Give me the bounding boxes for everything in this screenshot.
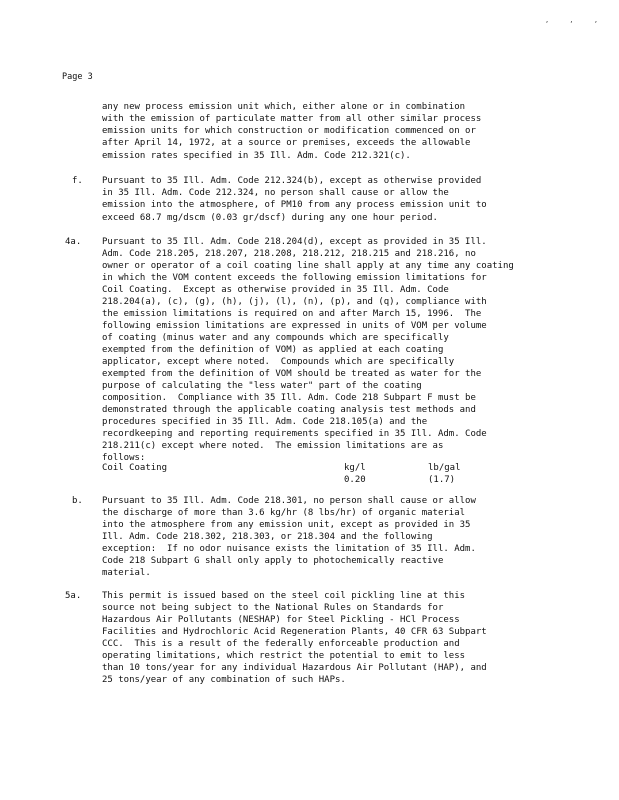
text-line: the discharge of more than 3.6 kg/hr (8 lbs/hr) of organic material — [102, 508, 466, 518]
text-line: than 10 tons/year for any individual Hazardous Air Pollutant (HAP), and — [102, 663, 487, 673]
text-line: purpose of calculating the "less water" part of the coating — [102, 381, 422, 391]
text-line: source not being subject to the National Rules on Standards for — [102, 603, 444, 613]
table-row-label: Coil Coating — [102, 463, 168, 473]
table-unit-lb: lb/gal — [428, 463, 461, 473]
text-line: emission rates specified in 35 Ill. Adm. Code 212.321(c). — [102, 151, 411, 161]
text-line: following emission limitations are expressed in units of VOM per volume — [102, 321, 487, 331]
table-value-kg: 0.20 — [344, 475, 366, 485]
text-line: Code 218 Subpart G shall only apply to photochemically reactive — [102, 556, 444, 566]
text-line: Pursuant to 35 Ill. Adm. Code 218.301, no person shall cause or allow — [102, 496, 476, 506]
text-line: exception: If no odor nuisance exists the limitation of 35 Ill. Adm. — [102, 544, 476, 554]
text-line: exceed 68.7 mg/dscm (0.03 gr/dscf) during any one hour period. — [102, 213, 438, 223]
text-line: demonstrated through the applicable coating analysis test methods and — [102, 405, 476, 415]
text-line: 218.211(c) except where noted. The emission limitations are as — [102, 441, 444, 451]
text-line: exempted from the definition of VOM) as applied at each coating — [102, 345, 444, 355]
text-line: exempted from the definition of VOM should be treated as water for the — [102, 369, 482, 379]
text-line: the emission limitations is required on and after March 15, 1996. The — [102, 309, 482, 319]
text-line: CCC. This is a result of the federally enforceable production and — [102, 639, 460, 649]
text-line: composition. Compliance with 35 Ill. Adm. Code 218 Subpart F must be — [102, 393, 476, 403]
text-line: after April 14, 1972, at a source or premises, exceeds the allowable — [102, 138, 471, 148]
text-line: of coating (minus water and any compounds which are specifically — [102, 333, 449, 343]
item-number: 5a. — [65, 591, 82, 601]
text-line: in which the VOM content exceeds the following emission limitations for — [102, 273, 487, 283]
item-number: b. — [72, 496, 83, 506]
corner-marks: , , , — [545, 16, 607, 24]
text-line: operating limitations, which restrict the potential to emit to less — [102, 651, 466, 661]
table-unit-kg: kg/l — [344, 463, 366, 473]
text-line: emission into the atmosphere, of PM10 from any process emission unit to — [102, 200, 487, 210]
text-line: Adm. Code 218.205, 218.207, 218.208, 218.212, 218.215 and 218.216, no — [102, 249, 476, 259]
text-line: any new process emission unit which, either alone or in combination — [102, 102, 466, 112]
text-line: Pursuant to 35 Ill. Adm. Code 212.324(b), except as otherwise provided — [102, 176, 482, 186]
text-line: Facilities and Hydrochloric Acid Regeneration Plants, 40 CFR 63 Subpart — [102, 627, 487, 637]
text-line: 25 tons/year of any combination of such HAPs. — [102, 675, 346, 685]
text-line: owner or operator of a coil coating line shall apply at any time any coating — [102, 261, 514, 271]
text-line: with the emission of particulate matter from all other similar process — [102, 114, 482, 124]
text-line: emission units for which construction or modification commenced on or — [102, 126, 476, 136]
text-line: material. — [102, 568, 151, 578]
text-line: recordkeeping and reporting requirements specified in 35 Ill. Adm. Code — [102, 429, 487, 439]
text-line: Coil Coating. Except as otherwise provided in 35 Ill. Adm. Code — [102, 285, 449, 295]
text-line: 218.204(a), (c), (g), (h), (j), (l), (n), (p), and (q), compliance with — [102, 297, 487, 307]
text-line: follows: — [102, 453, 146, 463]
item-number: f. — [72, 176, 83, 186]
text-line: This permit is issued based on the steel coil pickling line at this — [102, 591, 466, 601]
item-number: 4a. — [65, 237, 82, 247]
table-value-lb: (1.7) — [428, 475, 456, 485]
page-header: Page 3 — [62, 72, 93, 82]
text-line: procedures specified in 35 Ill. Adm. Code 218.105(a) and the — [102, 417, 428, 427]
text-line: in 35 Ill. Adm. Code 212.324, no person shall cause or allow the — [102, 188, 449, 198]
text-line: Pursuant to 35 Ill. Adm. Code 218.204(d), except as provided in 35 Ill. — [102, 237, 487, 247]
text-line: Ill. Adm. Code 218.302, 218.303, or 218.304 and the following — [102, 532, 433, 542]
text-line: applicator, except where noted. Compounds which are specifically — [102, 357, 455, 367]
text-line: into the atmosphere from any emission unit, except as provided in 35 — [102, 520, 471, 530]
text-line: Hazardous Air Pollutants (NESHAP) for Steel Pickling - HCl Process — [102, 615, 460, 625]
